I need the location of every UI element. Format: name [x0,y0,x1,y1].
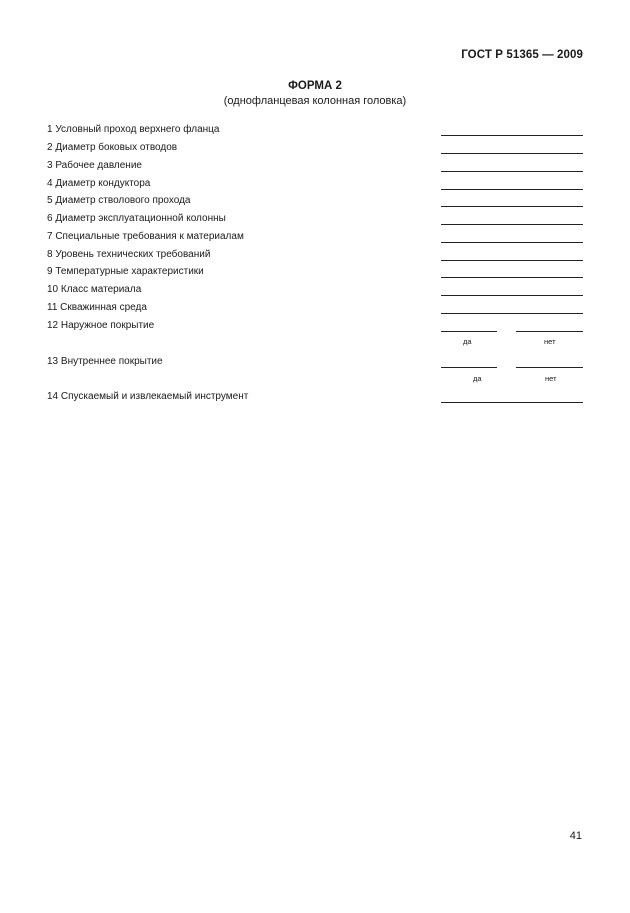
answer-line [441,277,583,278]
standard-number: ГОСТ Р 51365 — 2009 [461,49,583,61]
item-label: 12 Наружное покрытие [47,320,155,331]
yes-answer-line [441,331,497,332]
answer-line [441,153,583,154]
item-label: 3 Рабочее давление [47,160,142,171]
yes-caption: да [463,337,472,346]
yes-caption: да [473,374,482,383]
answer-line [441,189,583,190]
item-label: 8 Уровень технических требований [47,249,211,260]
yes-answer-line [441,367,497,368]
no-caption: нет [544,337,556,346]
no-answer-line [516,367,583,368]
item-label: 13 Внутреннее покрытие [47,356,163,367]
answer-line [441,135,583,136]
form-subtitle: (однофланцевая колонная головка) [223,95,407,107]
item-label: 7 Специальные требования к материалам [47,231,244,242]
item-label: 5 Диаметр стволового прохода [47,195,191,206]
item-label: 9 Температурные характеристики [47,266,204,277]
answer-line [441,402,583,403]
answer-line [441,295,583,296]
item-label: 6 Диаметр эксплуатационной колонны [47,213,226,224]
answer-line [441,171,583,172]
item-label: 2 Диаметр боковых отводов [47,142,178,153]
item-label: 1 Условный проход верхнего фланца [47,124,220,135]
item-label: 10 Класс материала [47,284,142,295]
page-number: 41 [569,830,582,842]
item-label: 11 Скважинная среда [47,302,147,313]
answer-line [441,260,583,261]
item-label: 4 Диаметр кондуктора [47,178,151,189]
answer-line [441,313,583,314]
answer-line [441,242,583,243]
form-title: ФОРМА 2 [288,80,342,92]
no-caption: нет [545,374,557,383]
answer-line [441,206,583,207]
item-label: 14 Спускаемый и извлекаемый инструмент [47,391,249,402]
answer-line [441,224,583,225]
no-answer-line [516,331,583,332]
